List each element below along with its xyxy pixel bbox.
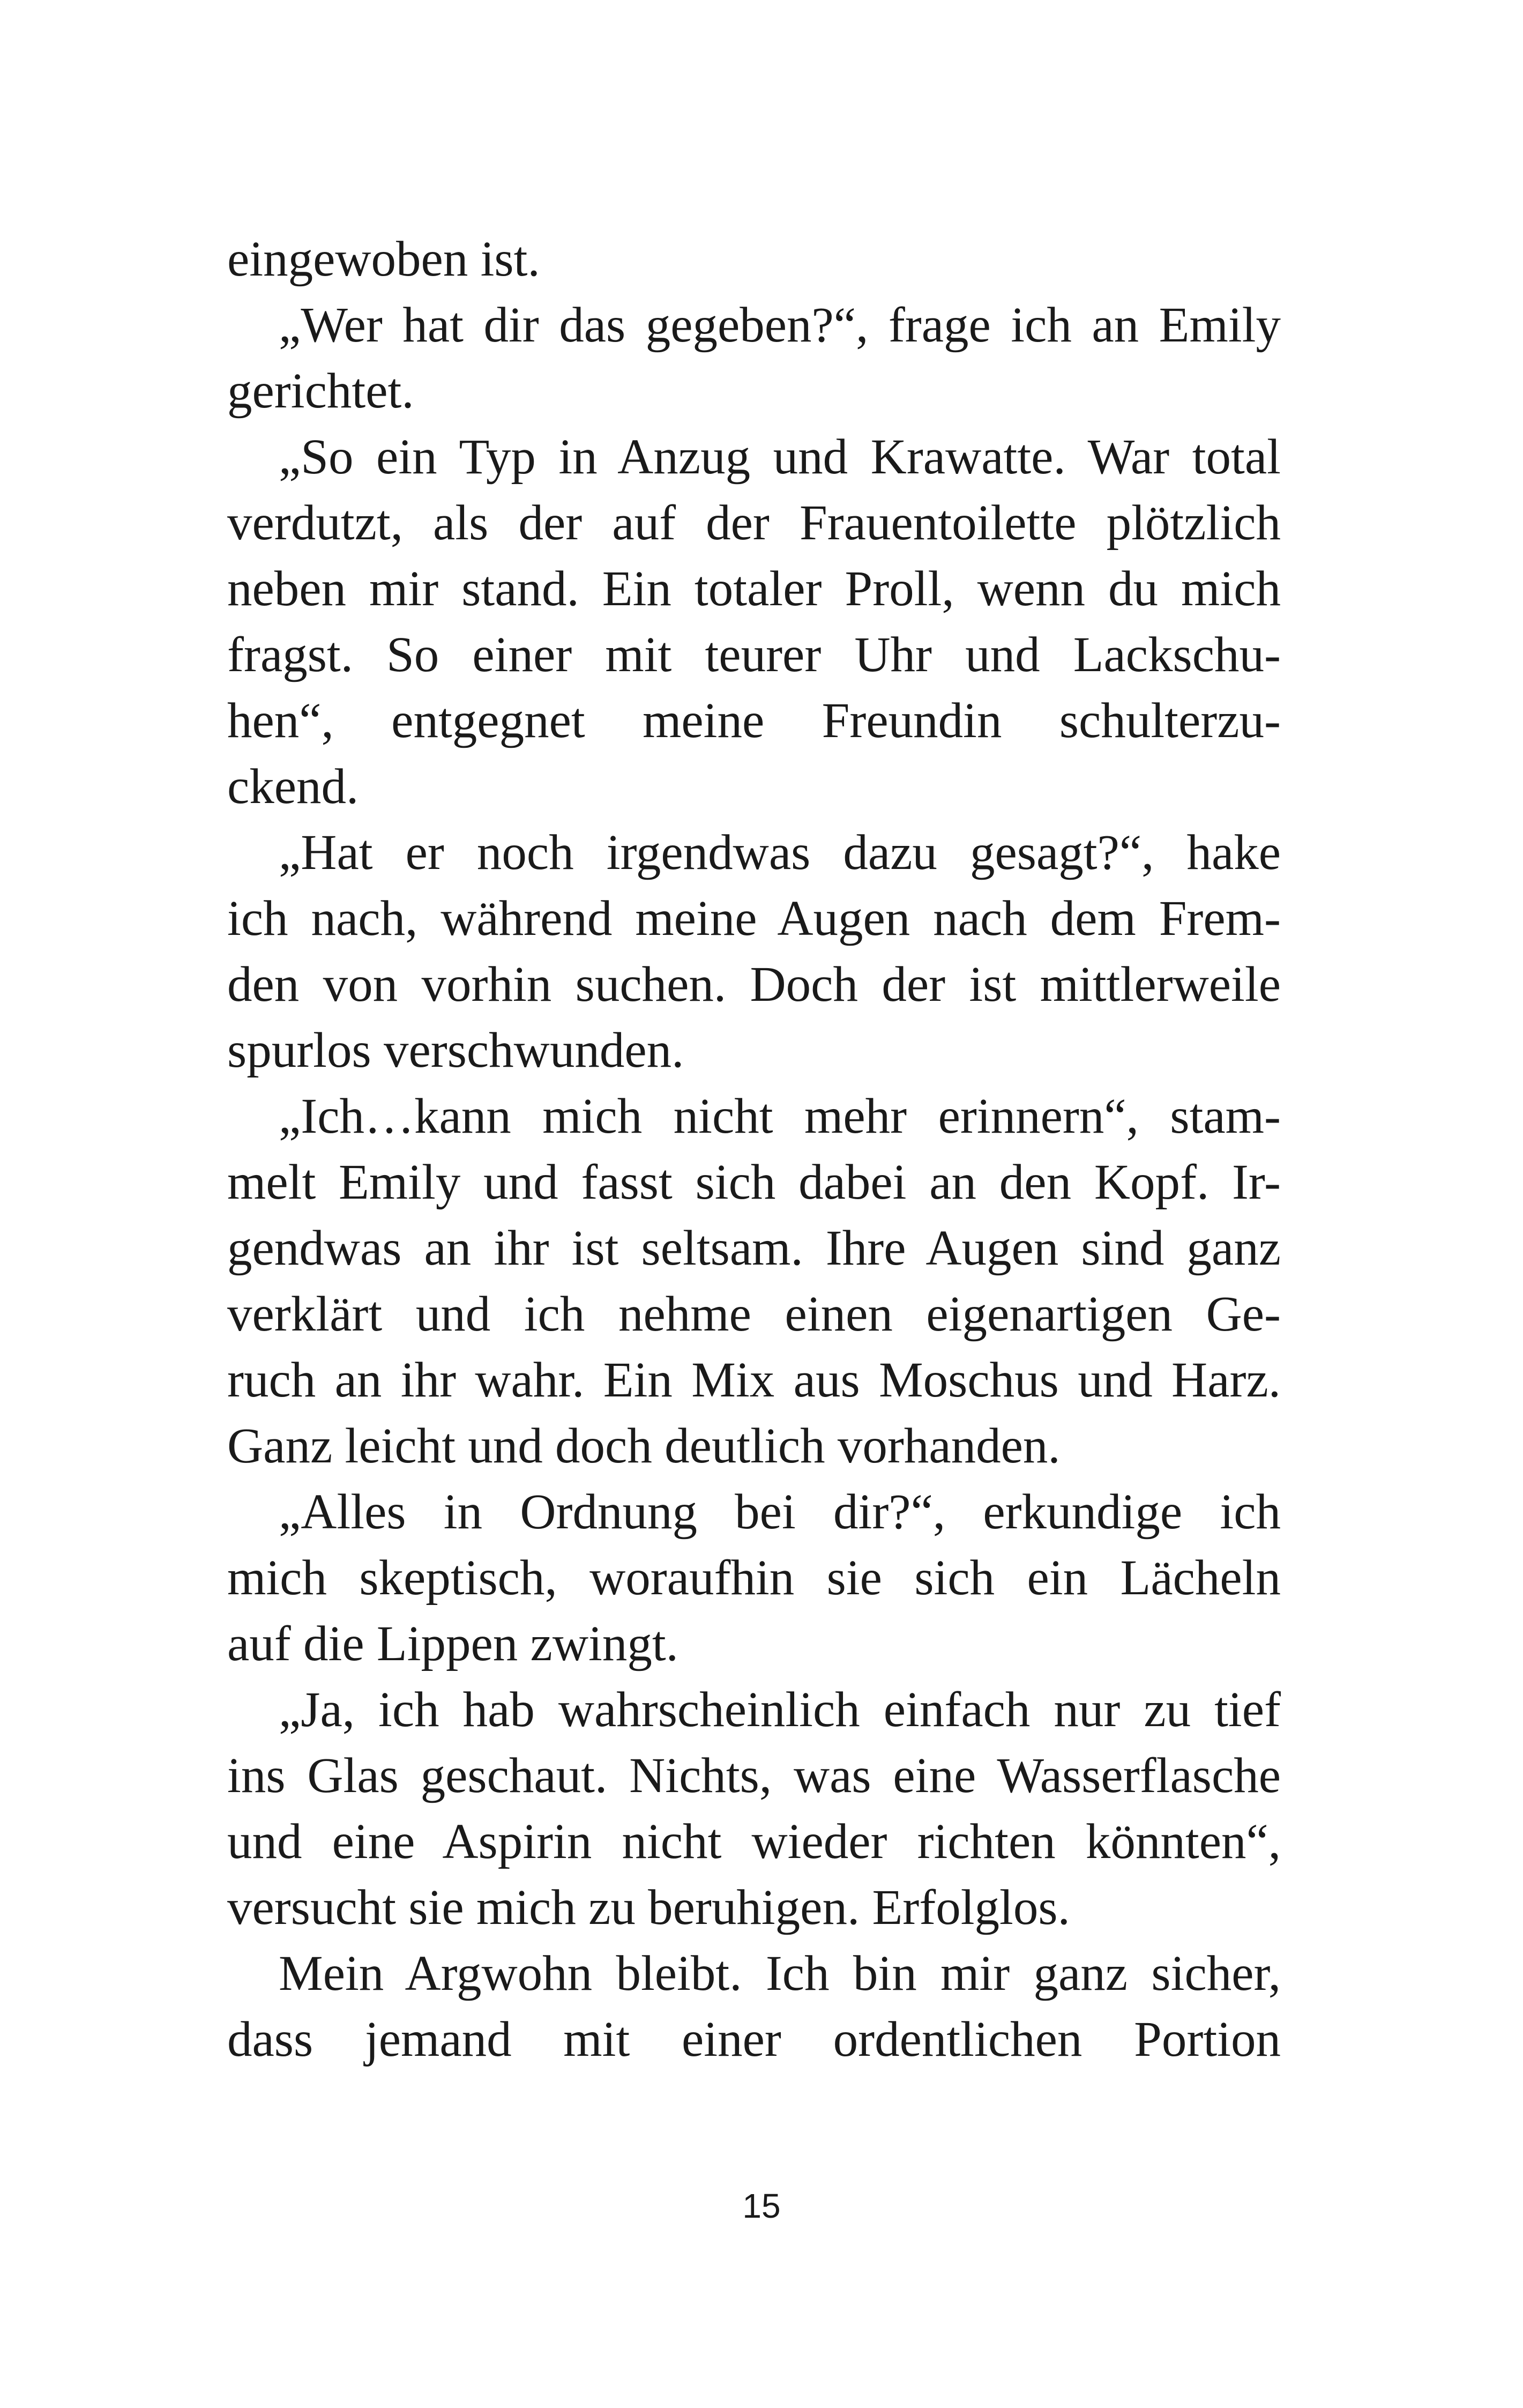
text-line: ich nach, während meine Augen nach dem Frem-: [227, 891, 1281, 946]
text-line: und eine Aspirin nicht wieder richten könnten“,: [227, 1814, 1281, 1869]
text-line: gerichtet.: [227, 363, 414, 419]
text-line: ins Glas geschaut. Nichts, was eine Wasserflasche: [227, 1748, 1281, 1803]
text-line: fragst. So einer mit teurer Uhr und Lackschu-: [227, 627, 1281, 682]
text-line: gendwas an ihr ist seltsam. Ihre Augen sind ganz: [227, 1221, 1281, 1276]
text-line: „Alles in Ordnung bei dir?“, erkundige ich: [279, 1484, 1281, 1540]
text-line: auf die Lippen zwingt.: [227, 1616, 678, 1671]
text-line: „So ein Typ in Anzug und Krawatte. War total: [279, 429, 1281, 485]
text-line: ruch an ihr wahr. Ein Mix aus Moschus und Harz.: [227, 1352, 1281, 1408]
text-line: melt Emily und fasst sich dabei an den Kopf. Ir-: [227, 1155, 1281, 1210]
text-line: verdutzt, als der auf der Frauentoilette plötzlich: [227, 495, 1281, 551]
text-line: ckend.: [227, 759, 359, 814]
body-text: [227, 226, 1281, 2072]
text-line: hen“, entgegnet meine Freundin schulterzu-: [227, 693, 1281, 748]
text-line: „Hat er noch irgendwas dazu gesagt?“, hake: [279, 825, 1281, 880]
text-line: „Ja, ich hab wahrscheinlich einfach nur zu tief: [279, 1682, 1281, 1737]
text-line: „Wer hat dir das gegeben?“, frage ich an Emily: [279, 298, 1281, 353]
text-line: dass jemand mit einer ordentlichen Portion: [227, 2012, 1281, 2067]
text-line: eingewoben ist.: [227, 232, 540, 287]
text-line: Mein Argwohn bleibt. Ich bin mir ganz sicher,: [279, 1946, 1281, 2001]
text-line: spurlos verschwunden.: [227, 1023, 684, 1078]
page-number: 15: [742, 2187, 781, 2225]
text-line: Ganz leicht und doch deutlich vorhanden.: [227, 1418, 1061, 1474]
text-line: versucht sie mich zu beruhigen. Erfolglos.: [227, 1880, 1070, 1935]
text-line: neben mir stand. Ein totaler Proll, wenn du mich: [227, 561, 1281, 616]
text-line: mich skeptisch, woraufhin sie sich ein Lächeln: [227, 1550, 1281, 1606]
text-line: „Ich…kann mich nicht mehr erinnern“, stam-: [279, 1089, 1281, 1144]
text-line: verklärt und ich nehme einen eigenartigen Ge-: [227, 1287, 1281, 1342]
text-line: den von vorhin suchen. Doch der ist mittlerweile: [227, 957, 1281, 1012]
